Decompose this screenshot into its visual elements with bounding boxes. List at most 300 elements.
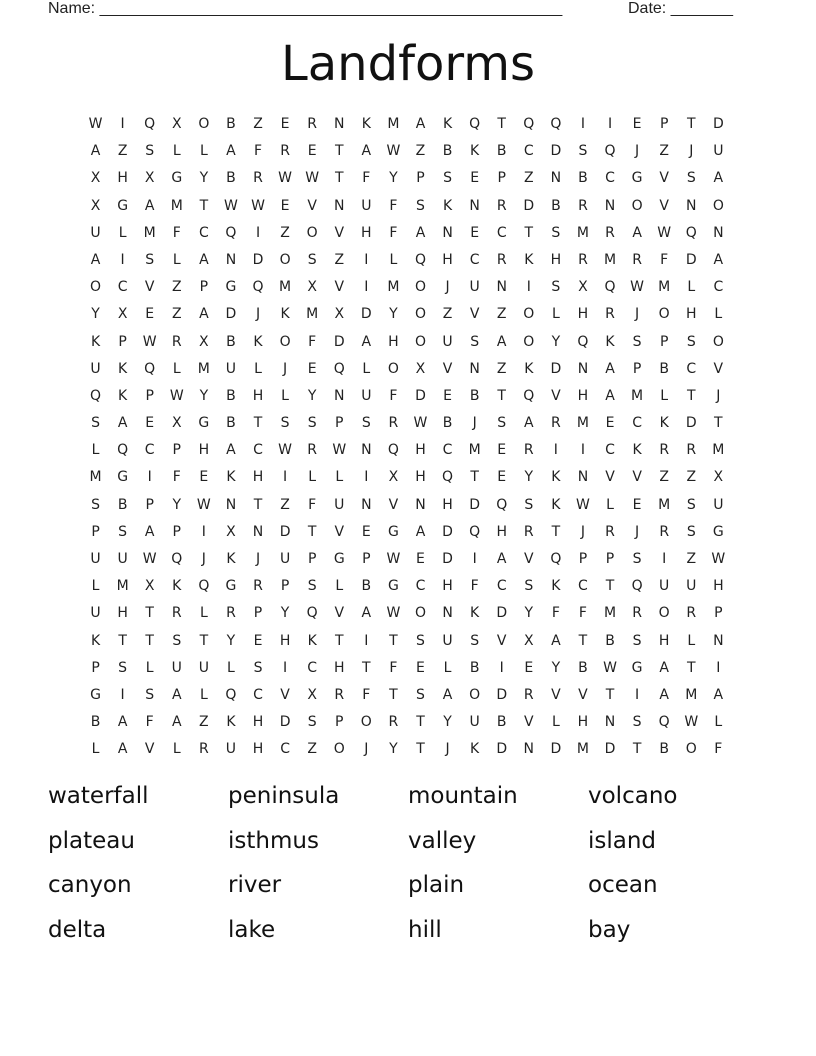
grid-letter[interactable]: S: [443, 170, 452, 187]
grid-letter[interactable]: S: [632, 714, 642, 731]
grid-letter[interactable]: E: [470, 170, 480, 187]
grid-letter[interactable]: W: [711, 551, 726, 567]
grid-letter[interactable]: X: [523, 632, 534, 649]
grid-letter[interactable]: D: [496, 605, 508, 622]
grid-letter[interactable]: P: [172, 442, 181, 459]
grid-letter[interactable]: I: [283, 659, 288, 676]
grid-letter[interactable]: S: [686, 496, 696, 513]
grid-letter[interactable]: O: [414, 279, 426, 296]
grid-letter[interactable]: M: [143, 224, 156, 241]
grid-letter[interactable]: O: [279, 251, 291, 268]
grid-letter[interactable]: T: [389, 632, 398, 649]
grid-letter[interactable]: C: [198, 224, 209, 241]
grid-letter[interactable]: K: [442, 116, 453, 132]
grid-letter[interactable]: S: [551, 224, 561, 241]
grid-letter[interactable]: S: [307, 251, 317, 268]
grid-letter[interactable]: A: [442, 686, 453, 703]
grid-letter[interactable]: E: [199, 469, 209, 486]
grid-letter[interactable]: P: [362, 551, 371, 567]
grid-letter[interactable]: R: [496, 197, 507, 214]
grid-letter[interactable]: A: [361, 605, 372, 622]
grid-letter[interactable]: X: [713, 469, 724, 486]
grid-letter[interactable]: J: [255, 306, 261, 323]
grid-letter[interactable]: H: [550, 251, 562, 268]
grid-letter[interactable]: S: [145, 251, 155, 268]
grid-letter[interactable]: R: [686, 605, 697, 622]
grid-letter[interactable]: A: [171, 714, 182, 731]
grid-letter[interactable]: Z: [171, 306, 182, 323]
grid-letter[interactable]: R: [171, 605, 182, 622]
grid-letter[interactable]: F: [660, 251, 669, 268]
grid-letter[interactable]: C: [117, 279, 128, 296]
grid-letter[interactable]: Z: [334, 251, 345, 268]
grid-letter[interactable]: B: [605, 632, 615, 649]
grid-letter[interactable]: I: [283, 469, 288, 486]
grid-letter[interactable]: I: [255, 224, 261, 241]
grid-letter[interactable]: G: [198, 415, 210, 432]
grid-letter[interactable]: T: [253, 496, 263, 513]
grid-letter[interactable]: K: [118, 360, 128, 377]
grid-letter[interactable]: N: [334, 387, 345, 404]
grid-letter[interactable]: W: [386, 551, 401, 567]
grid-letter[interactable]: T: [497, 387, 506, 404]
grid-letter[interactable]: L: [199, 686, 208, 703]
grid-letter[interactable]: N: [604, 197, 616, 214]
grid-letter[interactable]: R: [334, 686, 345, 703]
grid-letter[interactable]: R: [523, 442, 534, 459]
grid-letter[interactable]: X: [578, 279, 588, 296]
grid-letter[interactable]: T: [686, 659, 696, 676]
grid-letter[interactable]: V: [334, 523, 345, 540]
grid-letter[interactable]: G: [333, 551, 345, 567]
grid-letter[interactable]: T: [334, 170, 344, 187]
grid-letter[interactable]: L: [172, 251, 181, 268]
grid-letter[interactable]: A: [117, 741, 128, 758]
grid-letter[interactable]: Q: [523, 387, 535, 404]
grid-letter[interactable]: B: [226, 415, 236, 432]
grid-letter[interactable]: R: [198, 741, 209, 758]
grid-letter[interactable]: S: [578, 143, 588, 160]
grid-letter[interactable]: O: [658, 306, 670, 323]
grid-letter[interactable]: U: [334, 496, 345, 513]
grid-letter[interactable]: W: [684, 714, 699, 731]
grid-letter[interactable]: D: [252, 251, 264, 268]
grid-letter[interactable]: S: [524, 578, 534, 595]
grid-letter[interactable]: A: [415, 224, 426, 241]
grid-letter[interactable]: Z: [659, 469, 669, 486]
grid-letter[interactable]: D: [442, 551, 453, 567]
grid-letter[interactable]: T: [416, 741, 425, 758]
grid-letter[interactable]: R: [307, 442, 318, 459]
grid-letter[interactable]: X: [90, 197, 101, 214]
grid-letter[interactable]: C: [469, 251, 480, 268]
grid-letter[interactable]: R: [605, 224, 615, 241]
grid-letter[interactable]: U: [198, 659, 209, 676]
grid-letter[interactable]: I: [580, 442, 586, 459]
grid-letter[interactable]: X: [90, 170, 101, 187]
grid-letter[interactable]: J: [635, 306, 640, 323]
grid-letter[interactable]: S: [632, 551, 642, 567]
grid-letter[interactable]: R: [659, 523, 670, 540]
grid-letter[interactable]: N: [523, 741, 535, 758]
grid-letter[interactable]: Q: [550, 551, 562, 567]
grid-letter[interactable]: G: [171, 170, 183, 187]
grid-letter[interactable]: C: [415, 578, 426, 595]
grid-letter[interactable]: G: [387, 523, 399, 540]
grid-letter[interactable]: I: [120, 116, 125, 132]
grid-letter[interactable]: V: [578, 686, 588, 703]
grid-letter[interactable]: S: [91, 415, 100, 432]
grid-letter[interactable]: H: [496, 523, 507, 540]
grid-letter[interactable]: G: [631, 659, 643, 676]
grid-letter[interactable]: I: [364, 251, 369, 268]
grid-letter[interactable]: D: [442, 523, 453, 540]
grid-letter[interactable]: T: [145, 632, 154, 649]
grid-letter[interactable]: K: [253, 333, 263, 350]
grid-letter[interactable]: A: [496, 551, 507, 567]
grid-letter[interactable]: N: [225, 496, 237, 513]
grid-letter[interactable]: B: [226, 387, 236, 404]
grid-letter[interactable]: H: [442, 578, 453, 595]
grid-letter[interactable]: Z: [496, 306, 507, 323]
grid-letter[interactable]: E: [632, 496, 642, 513]
grid-letter[interactable]: B: [361, 578, 372, 595]
grid-letter[interactable]: B: [659, 741, 669, 758]
grid-letter[interactable]: F: [362, 686, 371, 703]
grid-letter[interactable]: V: [524, 714, 534, 731]
grid-letter[interactable]: G: [117, 197, 129, 214]
grid-letter[interactable]: K: [90, 632, 101, 649]
grid-letter[interactable]: L: [91, 442, 100, 459]
grid-letter[interactable]: K: [172, 578, 182, 595]
grid-letter[interactable]: O: [469, 686, 481, 703]
grid-letter[interactable]: B: [469, 659, 480, 676]
grid-letter[interactable]: P: [199, 279, 209, 296]
grid-letter[interactable]: J: [689, 143, 694, 160]
grid-letter[interactable]: K: [524, 251, 534, 268]
grid-letter[interactable]: D: [225, 306, 237, 323]
grid-letter[interactable]: D: [496, 686, 508, 703]
grid-letter[interactable]: T: [199, 197, 209, 214]
grid-letter[interactable]: B: [496, 143, 507, 160]
grid-letter[interactable]: P: [632, 360, 642, 377]
grid-letter[interactable]: C: [496, 224, 507, 241]
grid-letter[interactable]: U: [442, 632, 453, 649]
grid-letter[interactable]: B: [90, 714, 101, 731]
grid-letter[interactable]: D: [279, 523, 291, 540]
grid-letter[interactable]: K: [551, 578, 561, 595]
grid-letter[interactable]: L: [714, 306, 723, 323]
grid-letter[interactable]: N: [550, 170, 562, 187]
grid-letter[interactable]: A: [199, 251, 209, 268]
grid-letter[interactable]: J: [255, 551, 261, 567]
grid-letter[interactable]: E: [416, 659, 425, 676]
grid-letter[interactable]: L: [254, 360, 262, 377]
grid-letter[interactable]: S: [524, 496, 534, 513]
grid-letter[interactable]: T: [362, 659, 371, 676]
grid-letter[interactable]: D: [685, 415, 697, 432]
grid-letter[interactable]: S: [416, 686, 425, 703]
grid-letter[interactable]: O: [387, 360, 399, 377]
grid-letter[interactable]: E: [497, 469, 507, 486]
grid-letter[interactable]: Z: [171, 279, 182, 296]
grid-letter[interactable]: E: [307, 360, 317, 377]
grid-letter[interactable]: W: [169, 387, 184, 404]
grid-letter[interactable]: C: [307, 659, 318, 676]
grid-letter[interactable]: L: [389, 251, 398, 268]
grid-letter[interactable]: W: [278, 170, 292, 187]
grid-letter[interactable]: L: [227, 659, 235, 676]
grid-letter[interactable]: N: [713, 632, 724, 649]
grid-letter[interactable]: W: [88, 116, 103, 132]
grid-letter[interactable]: K: [280, 306, 290, 323]
grid-letter[interactable]: F: [389, 659, 398, 676]
grid-letter[interactable]: J: [635, 523, 640, 540]
grid-letter[interactable]: S: [307, 415, 317, 432]
grid-letter[interactable]: W: [386, 605, 401, 622]
grid-letter[interactable]: W: [224, 197, 238, 214]
grid-letter[interactable]: A: [144, 197, 155, 214]
grid-letter[interactable]: V: [551, 387, 561, 404]
grid-letter[interactable]: Q: [333, 360, 345, 377]
grid-letter[interactable]: Y: [551, 659, 561, 676]
grid-letter[interactable]: M: [658, 279, 671, 296]
grid-letter[interactable]: V: [659, 197, 669, 214]
grid-letter[interactable]: N: [252, 523, 264, 540]
grid-letter[interactable]: L: [199, 605, 208, 622]
grid-letter[interactable]: R: [632, 605, 642, 622]
grid-letter[interactable]: Z: [523, 170, 534, 187]
grid-letter[interactable]: O: [712, 333, 724, 350]
grid-letter[interactable]: A: [117, 714, 128, 731]
grid-letter[interactable]: Q: [604, 279, 616, 296]
grid-letter[interactable]: N: [469, 360, 480, 377]
grid-letter[interactable]: M: [170, 197, 183, 214]
grid-letter[interactable]: R: [578, 197, 588, 214]
grid-letter[interactable]: L: [308, 469, 317, 486]
grid-letter[interactable]: F: [470, 578, 479, 595]
grid-letter[interactable]: Y: [199, 170, 209, 187]
grid-letter[interactable]: H: [252, 387, 264, 404]
grid-letter[interactable]: U: [225, 360, 237, 377]
grid-letter[interactable]: I: [716, 659, 721, 676]
grid-letter[interactable]: Z: [307, 741, 317, 758]
grid-letter[interactable]: U: [90, 224, 101, 241]
grid-letter[interactable]: K: [470, 741, 480, 758]
grid-letter[interactable]: D: [333, 333, 345, 350]
grid-letter[interactable]: M: [89, 469, 102, 486]
grid-letter[interactable]: S: [361, 415, 371, 432]
grid-letter[interactable]: P: [335, 415, 344, 432]
grid-letter[interactable]: L: [281, 387, 289, 404]
grid-letter[interactable]: G: [117, 469, 129, 486]
grid-letter[interactable]: L: [660, 387, 669, 404]
grid-letter[interactable]: U: [713, 143, 724, 160]
grid-letter[interactable]: K: [226, 551, 236, 567]
grid-letter[interactable]: E: [145, 306, 155, 323]
grid-letter[interactable]: A: [415, 116, 426, 132]
grid-letter[interactable]: Q: [225, 224, 237, 241]
grid-letter[interactable]: T: [686, 116, 696, 132]
grid-letter[interactable]: I: [526, 279, 531, 296]
grid-letter[interactable]: U: [90, 551, 101, 567]
grid-letter[interactable]: L: [551, 306, 560, 323]
grid-letter[interactable]: T: [253, 415, 263, 432]
grid-letter[interactable]: P: [145, 387, 154, 404]
grid-letter[interactable]: M: [576, 415, 589, 432]
grid-letter[interactable]: P: [253, 605, 263, 622]
grid-letter[interactable]: A: [713, 170, 724, 187]
grid-letter[interactable]: T: [389, 686, 398, 703]
grid-letter[interactable]: E: [470, 224, 480, 241]
grid-letter[interactable]: K: [226, 469, 236, 486]
grid-letter[interactable]: Z: [117, 143, 128, 160]
grid-letter[interactable]: K: [470, 143, 480, 160]
grid-letter[interactable]: A: [144, 523, 155, 540]
grid-letter[interactable]: E: [416, 551, 425, 567]
grid-letter[interactable]: V: [659, 170, 669, 187]
grid-letter[interactable]: V: [334, 224, 345, 241]
grid-letter[interactable]: P: [335, 714, 344, 731]
grid-letter[interactable]: T: [118, 632, 127, 649]
grid-letter[interactable]: F: [253, 143, 263, 160]
grid-letter[interactable]: M: [468, 442, 481, 459]
grid-letter[interactable]: J: [716, 387, 721, 404]
grid-letter[interactable]: A: [90, 251, 101, 268]
grid-letter[interactable]: V: [713, 360, 724, 377]
grid-letter[interactable]: C: [442, 442, 453, 459]
grid-letter[interactable]: Z: [253, 116, 263, 132]
grid-letter[interactable]: B: [226, 116, 236, 132]
grid-letter[interactable]: Y: [443, 714, 452, 731]
grid-letter[interactable]: X: [415, 360, 426, 377]
grid-letter[interactable]: L: [551, 714, 560, 731]
grid-letter[interactable]: C: [496, 578, 507, 595]
grid-letter[interactable]: Q: [550, 116, 562, 132]
grid-letter[interactable]: B: [578, 659, 588, 676]
grid-letter[interactable]: P: [145, 496, 154, 513]
grid-letter[interactable]: D: [712, 116, 724, 132]
grid-letter[interactable]: U: [469, 714, 480, 731]
grid-letter[interactable]: B: [226, 170, 236, 187]
grid-letter[interactable]: H: [333, 659, 345, 676]
grid-letter[interactable]: Q: [252, 279, 264, 296]
grid-letter[interactable]: R: [307, 116, 318, 132]
grid-letter[interactable]: Y: [307, 387, 317, 404]
grid-letter[interactable]: Y: [226, 632, 236, 649]
grid-letter[interactable]: V: [388, 496, 399, 513]
grid-letter[interactable]: F: [172, 469, 181, 486]
grid-letter[interactable]: L: [335, 469, 344, 486]
grid-letter[interactable]: U: [442, 333, 453, 350]
grid-letter[interactable]: X: [226, 523, 236, 540]
grid-letter[interactable]: N: [469, 197, 480, 214]
grid-letter[interactable]: R: [523, 523, 534, 540]
grid-letter[interactable]: K: [226, 714, 236, 731]
grid-letter[interactable]: Q: [685, 224, 697, 241]
grid-letter[interactable]: R: [523, 686, 534, 703]
grid-letter[interactable]: H: [198, 442, 210, 459]
grid-letter[interactable]: A: [199, 306, 209, 323]
grid-letter[interactable]: U: [361, 197, 372, 214]
grid-letter[interactable]: B: [442, 415, 453, 432]
grid-letter[interactable]: N: [713, 224, 724, 241]
grid-letter[interactable]: J: [445, 741, 450, 758]
grid-letter[interactable]: L: [714, 714, 723, 731]
grid-letter[interactable]: O: [523, 306, 535, 323]
grid-letter[interactable]: A: [90, 143, 101, 160]
grid-letter[interactable]: M: [576, 224, 589, 241]
grid-letter[interactable]: W: [305, 170, 320, 187]
grid-letter[interactable]: C: [578, 578, 588, 595]
grid-letter[interactable]: A: [361, 333, 372, 350]
grid-letter[interactable]: F: [389, 197, 398, 214]
grid-letter[interactable]: S: [118, 659, 128, 676]
grid-letter[interactable]: J: [283, 360, 288, 377]
grid-letter[interactable]: R: [280, 143, 290, 160]
grid-letter[interactable]: P: [91, 523, 100, 540]
grid-letter[interactable]: R: [388, 714, 399, 731]
grid-letter[interactable]: S: [145, 143, 155, 160]
grid-letter[interactable]: B: [496, 714, 507, 731]
grid-letter[interactable]: J: [635, 143, 640, 160]
grid-letter[interactable]: M: [685, 686, 698, 703]
grid-letter[interactable]: O: [658, 605, 670, 622]
grid-letter[interactable]: P: [605, 551, 615, 567]
grid-letter[interactable]: Y: [91, 306, 100, 323]
grid-letter[interactable]: S: [307, 714, 317, 731]
grid-letter[interactable]: U: [117, 551, 128, 567]
grid-letter[interactable]: C: [632, 415, 642, 432]
grid-letter[interactable]: T: [551, 523, 561, 540]
grid-letter[interactable]: F: [578, 605, 587, 622]
grid-letter[interactable]: P: [497, 170, 506, 187]
grid-letter[interactable]: W: [251, 197, 265, 214]
grid-letter[interactable]: I: [472, 551, 477, 567]
grid-letter[interactable]: E: [632, 116, 642, 132]
grid-letter[interactable]: X: [307, 686, 317, 703]
grid-letter[interactable]: U: [90, 605, 101, 622]
grid-letter[interactable]: B: [578, 170, 588, 187]
grid-letter[interactable]: S: [416, 197, 425, 214]
grid-letter[interactable]: I: [635, 686, 640, 703]
grid-letter[interactable]: R: [686, 442, 697, 459]
grid-letter[interactable]: A: [524, 415, 534, 432]
grid-letter[interactable]: Z: [280, 224, 290, 241]
grid-letter[interactable]: D: [685, 251, 697, 268]
grid-letter[interactable]: E: [280, 116, 290, 132]
grid-letter[interactable]: T: [686, 387, 696, 404]
grid-letter[interactable]: M: [279, 279, 292, 296]
grid-letter[interactable]: C: [605, 170, 615, 187]
grid-letter[interactable]: X: [144, 578, 155, 595]
grid-letter[interactable]: A: [226, 143, 236, 160]
grid-letter[interactable]: E: [145, 415, 155, 432]
grid-letter[interactable]: H: [252, 741, 264, 758]
grid-letter[interactable]: V: [605, 469, 615, 486]
grid-letter[interactable]: F: [145, 714, 154, 731]
grid-letter[interactable]: H: [442, 251, 453, 268]
grid-letter[interactable]: P: [172, 523, 181, 540]
grid-letter[interactable]: Q: [658, 714, 670, 731]
grid-letter[interactable]: S: [686, 523, 696, 540]
grid-letter[interactable]: M: [197, 360, 210, 377]
grid-letter[interactable]: A: [659, 686, 669, 703]
grid-letter[interactable]: Z: [686, 551, 697, 567]
grid-letter[interactable]: O: [631, 197, 643, 214]
grid-letter[interactable]: P: [91, 659, 100, 676]
grid-letter[interactable]: P: [307, 551, 317, 567]
